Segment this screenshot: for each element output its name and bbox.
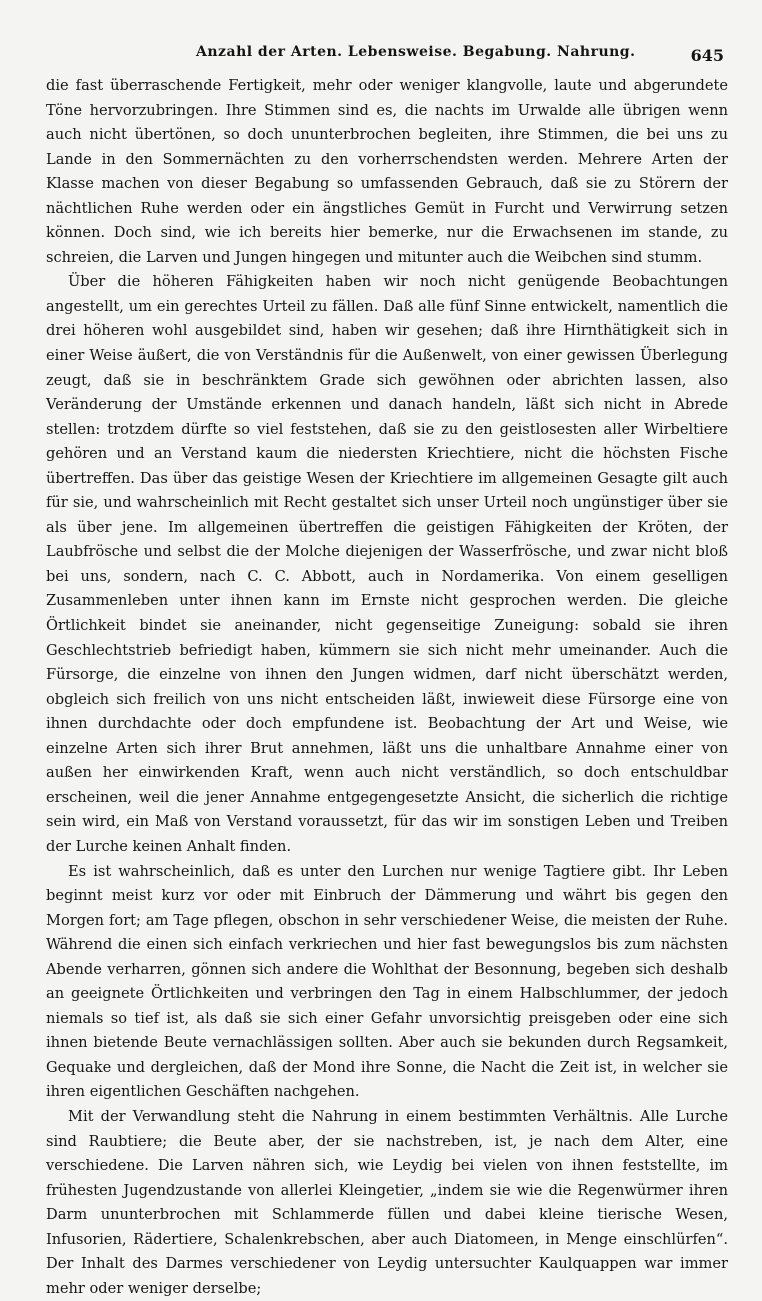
paragraph-2: Über die höheren Fähigkeiten haben wir noch nicht genügende Beobachtungen angestellt, um ein gerechtes Urteil zu fällen. Daß alle fünf Sinne entwickelt, namentlich die drei höheren wohl ausgebildet sind, haben wir gesehen; daß ihre Hirnthätigkeit sich in einer Weise äußert, die von Verständnis für die Außenwelt, von einer gewissen Überlegung zeugt, daß sie in beschränktem Grade sich gewöhnen oder abrichten lassen, also Veränderung der Umstände erkennen und danach handeln, läßt sich nicht in Abrede stellen: trotzdem dürfte so viel feststehen, daß sie zu den geistlosesten aller Wirbeltiere gehören und an Verstand kaum die niedersten Kriechtiere, nicht die höchsten Fische übertreffen. Das über das geistige Wesen der Kriechtiere im allgemeinen Gesagte gilt auch für sie, und wahrscheinlich mit Recht gestaltet sich unser Urteil noch ungünstiger über sie als über jene. Im allgemeinen übertreffen die geistigen Fähigkeiten der Kröten, der Laubfrösche und selbst die der Molche diejenigen der Wasserfrösche, und zwar nicht bloß bei uns, sondern, nach C. C. Abbott, auch in Nordamerika. Von einem geselligen Zusammenleben unter ihnen kann im Ernste nicht gesprochen werden. Die gleiche Örtlichkeit bindet sie aneinander, nicht gegenseitige Zuneigung: sobald sie ihren Geschlechtstrieb befriedigt haben, kümmern sie sich nicht mehr umeinander. Auch die Fürsorge, die einzelne von ihnen den Jungen widmen, darf nicht überschätzt werden, obgleich sich freilich von uns nicht entscheiden läßt, inwieweit diese Fürsorge eine von ihnen durchdachte oder doch empfundene ist. Beobachtung der Art und Weise, wie einzelne Arten sich ihrer Brut annehmen, läßt uns die unhaltbare Annahme einer von außen her einwirkenden Kraft, wenn auch nicht verständlich, so doch entschuldbar erscheinen, weil die jener Annahme entgegengesetzte Ansicht, die sicherlich die richtige sein wird, ein Maß von Verstand voraussetzt, für das wir im sonstigen Leben und Treiben der Lurche keinen Anhalt finden. xyxy=(46,273,728,855)
header-title: Anzahl der Arten. Lebensweise. Begabung. Nahrung. xyxy=(196,44,636,60)
page-number: 645 xyxy=(690,46,724,65)
body-text xyxy=(46,74,728,1301)
paragraph-1: die fast überraschende Fertigkeit, mehr oder weniger klangvolle, laute und abgerundete Töne hervorzubringen. Ihre Stimmen sind es, die nachts im Urwalde alle übrigen wenn auch nicht übertönen, so doch ununterbrochen begleiten, ihre Stimmen, die bei uns zu Lande in den Sommernächten zu den vorherrschendsten werden. Mehrere Arten der Klasse machen von dieser Begabung so umfassenden Gebrauch, daß sie zu Störern der nächtlichen Ruhe werden oder ein ängstliches Gemüt in Furcht und Verwirrung setzen können. Doch sind, wie ich bereits hier bemerke, nur die Erwachsenen im stande, zu schreien, die Larven und Jungen hingegen und mitunter auch die Weibchen sind stumm. xyxy=(46,77,728,266)
paragraph-4: Mit der Verwandlung steht die Nahrung in einem bestimmten Verhältnis. Alle Lurche sind Raubtiere; die Beute aber, der sie nachstreben, ist, je nach dem Alter, eine verschiedene. Die Larven nähren sich, wie Leydig bei vielen von ihnen feststellte, im frühesten Jugendzustande von allerlei Kleingetier, „indem sie wie die Regenwürmer ihren Darm ununterbrochen mit Schlammerde füllen und dabei kleine tierische Wesen, Infusorien, Rädertiere, Schalenkrebschen, aber auch Diatomeen, in Menge einschlürfen“. Der Inhalt des Darmes verschiedener von Leydig untersuchter Kaulquappen war immer mehr oder weniger derselbe; xyxy=(46,1107,728,1297)
paragraph-3: Es ist wahrscheinlich, daß es unter den Lurchen nur wenige Tagtiere gibt. Ihr Leben beginnt meist kurz vor oder mit Einbruch der Dämmerung und währt bis gegen den Morgen fort; am Tage pflegen, obschon in sehr verschiedener Weise, die meisten der Ruhe. Während die einen sich einfach verkriechen und hier fast bewegungslos bis zum nächsten Abende verharren, gönnen sich andere die Wohlthat der Besonnung, begeben sich deshalb an geeignete Örtlichkeiten und verbringen den Tag in einem Halbschlummer, der jedoch niemals so tief ist, als daß sie sich einer Gefahr unvorsichtig preisgeben oder eine sich ihnen bietende Beute vernachlässigen sollten. Aber auch sie bekunden durch Regsamkeit, Gequake und dergleichen, daß der Mond ihre Sonne, die Nacht die Zeit ist, in welcher sie ihren eigentlichen Geschäften nachgehen. xyxy=(46,862,728,1101)
running-head xyxy=(46,44,728,70)
